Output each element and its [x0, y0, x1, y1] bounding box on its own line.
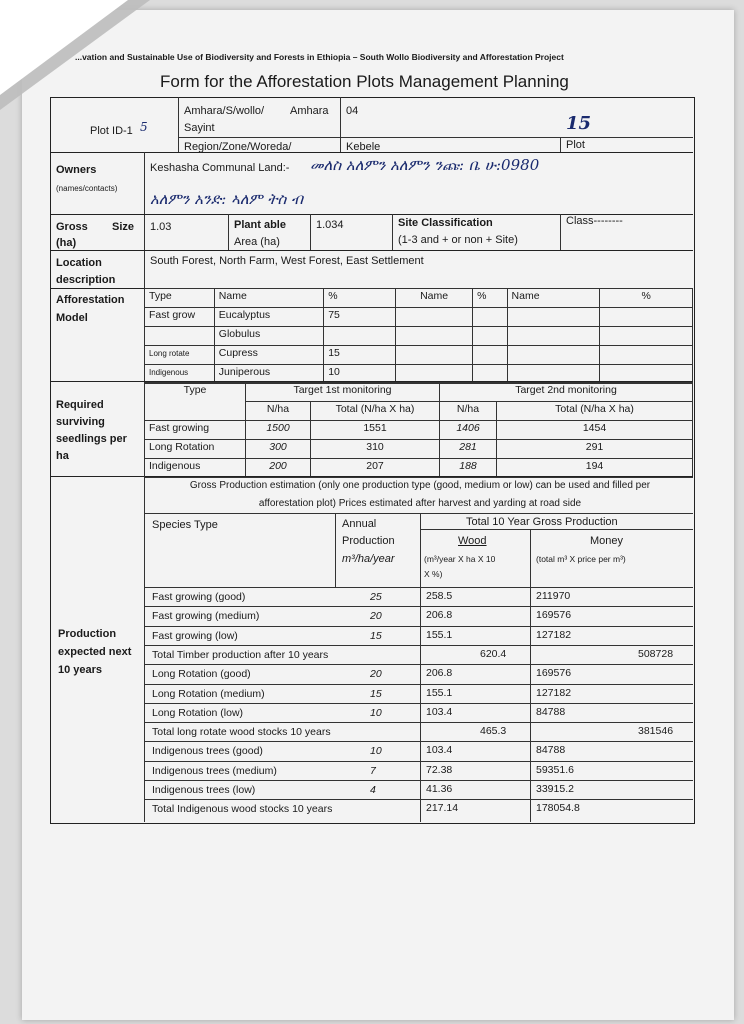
production-money: 211970 — [536, 590, 571, 602]
production-note-2: afforestation plot) Prices estimated after harvest and yarding at road side — [258, 498, 582, 509]
seedlings-n1: 200 — [246, 459, 311, 478]
production-money: 169576 — [536, 609, 572, 622]
target2-header: Target 2nd monitoring — [440, 383, 693, 402]
description-label: description — [56, 274, 116, 286]
model-row — [145, 346, 693, 365]
region-value-1: Amhara/S/wollo/ — [184, 105, 265, 117]
model-pct: 15 — [324, 346, 396, 365]
row-divider — [144, 664, 693, 665]
annual-header-1: Annual — [342, 518, 377, 530]
plantable-label: Plant able — [234, 219, 286, 231]
seedlings-n2: 1406 — [440, 421, 497, 440]
row-divider — [144, 645, 693, 646]
production-wood: 155.1 — [426, 686, 453, 699]
production-annual: 15 — [370, 629, 382, 642]
ha-label: (ha) — [56, 237, 77, 249]
plot-label: Plot — [566, 139, 585, 151]
production-species: Total Timber production after 10 years — [152, 648, 329, 661]
location-label: Location — [56, 257, 102, 269]
production-annual: 10 — [370, 745, 382, 758]
production-species: Indigenous trees (medium) — [152, 764, 277, 777]
model-name: Cupress — [214, 346, 323, 365]
row-divider — [144, 761, 693, 762]
production-annual: 20 — [370, 610, 382, 623]
model-name: Globulus — [214, 327, 323, 346]
kebele-value: 04 — [346, 105, 359, 117]
region-label: Region/Zone/Woreda/ — [184, 141, 292, 153]
seedlings-t2: 1454 — [497, 421, 693, 440]
production-species: Total Indigenous wood stocks 10 years — [152, 803, 333, 816]
gross-label: Gross — [56, 221, 88, 233]
production-money: 84788 — [536, 744, 566, 757]
owners-label: Owners — [56, 164, 97, 176]
production-wood: 217.14 — [426, 802, 459, 815]
model-row — [145, 327, 693, 346]
plot-id-handwritten: 5 — [140, 120, 148, 134]
money-subheader: (total m³ X price per m³) — [536, 554, 626, 564]
production-wood: 155.1 — [426, 628, 453, 641]
seedlings-n1: 300 — [246, 440, 311, 459]
plantable-area-label: Area (ha) — [234, 236, 280, 248]
money-header: Money — [590, 535, 624, 547]
seedlings-table — [144, 382, 693, 478]
production-species: Indigenous trees (low) — [152, 784, 256, 796]
production-species: Fast growing (good) — [152, 591, 246, 603]
seedlings-n2: 188 — [440, 459, 497, 478]
owners-handwritten-line-1: መለስ አለምን አለምን ንጩ: ቤ ሁ:0980 — [310, 156, 540, 174]
model-label-1: Afforestation — [56, 294, 125, 306]
seedlings-row — [145, 459, 693, 478]
plot-id-label: Plot ID-1 — [90, 125, 133, 137]
seedlings-type: Long Rotation — [145, 440, 246, 459]
production-annual: 15 — [370, 687, 382, 700]
plantable-value: 1.034 — [316, 219, 344, 231]
model-header-name: Name — [214, 289, 323, 308]
row-divider — [144, 606, 693, 607]
production-annual: 10 — [370, 706, 382, 719]
production-species: Long Rotation (low) — [152, 706, 244, 719]
seedlings-t1: 207 — [311, 459, 440, 478]
nha-header-1: N/ha — [246, 402, 311, 421]
production-label-1: Production — [58, 628, 117, 640]
total-header-1: Total (N/ha X ha) — [311, 402, 440, 421]
production-species: Fast growing (medium) — [152, 610, 260, 623]
model-header-pct-3: % — [600, 289, 693, 308]
model-pct: 10 — [324, 365, 396, 384]
annual-header-3: m³/ha/year — [342, 553, 395, 565]
size-label: Size — [112, 221, 135, 233]
site-classification-label: Site Classification — [398, 217, 493, 229]
owners-handwritten-line-2: አለምን አንድ: ኣለም ትስ ብ — [150, 190, 304, 208]
seedlings-label-2: surviving — [56, 416, 105, 428]
seedlings-label-3: seedlings per — [56, 433, 127, 445]
model-header-pct: % — [324, 289, 396, 308]
seedlings-label-4: ha — [56, 450, 69, 462]
model-type — [145, 327, 215, 346]
wood-subheader-1: (m³/year X ha X 10 — [424, 554, 496, 564]
row-divider — [144, 780, 693, 781]
production-money: 169576 — [536, 667, 572, 680]
production-note-1: Gross Production estimation (only one production type (good, medium or low) can be used and filled per — [189, 480, 651, 491]
model-name: Juniperous — [214, 365, 323, 384]
production-wood: 465.3 — [480, 725, 507, 738]
production-money: 33915.2 — [536, 783, 574, 795]
production-label-3: 10 years — [58, 664, 103, 676]
owners-sublabel: (names/contacts) — [56, 184, 118, 193]
production-annual: 4 — [370, 784, 376, 796]
region-value-3: Sayint — [184, 122, 215, 134]
nha-header-2: N/ha — [440, 402, 497, 421]
model-label-2: Model — [56, 312, 88, 324]
total-production-header: Total 10 Year Gross Production — [466, 516, 618, 528]
seedlings-row — [145, 440, 693, 459]
production-money: 381546 — [638, 725, 674, 738]
model-row — [145, 308, 693, 327]
seedlings-t1: 310 — [311, 440, 440, 459]
production-species: Fast growing (low) — [152, 629, 238, 642]
model-type: Fast grow — [145, 308, 215, 327]
wood-subheader-2: X %) — [424, 569, 443, 579]
total-header-2: Total (N/ha X ha) — [497, 402, 693, 421]
seedlings-t2: 194 — [497, 459, 693, 478]
production-money: 84788 — [536, 705, 566, 718]
project-line: ...vation and Sustainable Use of Biodiversity and Forests in Ethiopia – South Wollo Biodiversity and Afforestation Project — [75, 52, 564, 62]
production-wood: 72.38 — [426, 763, 453, 776]
annual-header-2: Production — [342, 535, 395, 547]
target1-header: Target 1st monitoring — [246, 383, 440, 402]
production-money: 127182 — [536, 628, 572, 641]
production-label-2: expected next — [58, 646, 132, 658]
seedlings-t2: 291 — [497, 440, 693, 459]
row-divider — [144, 799, 693, 800]
production-species: Total long rotate wood stocks 10 years — [152, 726, 331, 739]
production-annual: 7 — [370, 764, 376, 777]
plot-handwritten: 15 — [566, 113, 592, 134]
production-money: 178054.8 — [536, 802, 580, 815]
production-annual: 20 — [370, 668, 382, 681]
kebele-label: Kebele — [346, 141, 381, 153]
region-value-2: Amhara — [290, 105, 329, 117]
seedlings-label-1: Required — [56, 399, 104, 411]
class-label: Class-------- — [566, 215, 623, 227]
production-wood: 41.36 — [426, 783, 453, 795]
production-species: Long Rotation (good) — [152, 668, 251, 681]
location-value: South Forest, North Farm, West Forest, East Settlement — [150, 255, 424, 267]
production-wood: 206.8 — [426, 667, 453, 680]
model-pct — [324, 327, 396, 346]
seedlings-t1: 1551 — [311, 421, 440, 440]
production-money: 508728 — [638, 647, 674, 660]
production-wood: 258.5 — [426, 590, 453, 602]
model-table — [144, 288, 693, 384]
row-divider — [144, 626, 693, 627]
row-divider — [144, 741, 693, 742]
row-divider — [144, 722, 693, 723]
model-type: Long rotate — [145, 346, 215, 365]
form-title: Form for the Afforestation Plots Management Planning — [160, 72, 569, 91]
seedlings-type: Fast growing — [145, 421, 246, 440]
production-wood: 103.4 — [426, 705, 453, 718]
site-classification-hint: (1-3 and + or non + Site) — [398, 234, 518, 246]
model-type: Indigenous — [145, 365, 215, 384]
production-money: 59351.6 — [536, 763, 574, 776]
model-header-name-2: Name — [396, 289, 473, 308]
model-header-pct-2: % — [473, 289, 507, 308]
production-money: 127182 — [536, 686, 572, 699]
model-pct: 75 — [324, 308, 396, 327]
production-wood: 620.4 — [480, 647, 507, 660]
folded-corner-highlight — [0, 0, 128, 95]
model-name: Eucalyptus — [214, 308, 323, 327]
seedlings-type: Indigenous — [145, 459, 246, 478]
row-divider — [144, 703, 693, 704]
production-species: Indigenous trees (good) — [152, 745, 263, 758]
seedlings-n1: 1500 — [246, 421, 311, 440]
row-divider — [144, 684, 693, 685]
seedlings-row — [145, 421, 693, 440]
seedlings-header-row — [145, 383, 693, 402]
model-header-name-3: Name — [507, 289, 600, 308]
production-wood: 206.8 — [426, 609, 453, 622]
production-species: Long Rotation (medium) — [152, 687, 265, 700]
production-wood: 103.4 — [426, 744, 453, 757]
seedlings-n2: 281 — [440, 440, 497, 459]
gross-size-value: 1.03 — [150, 221, 172, 233]
model-header-type: Type — [145, 289, 215, 308]
wood-header: Wood — [458, 535, 487, 547]
owners-value: Keshasha Communal Land:- — [150, 162, 290, 174]
production-annual: 25 — [370, 591, 382, 603]
model-header-row — [145, 289, 693, 308]
species-header: Species Type — [152, 519, 218, 531]
seedlings-type-header: Type — [145, 383, 246, 421]
